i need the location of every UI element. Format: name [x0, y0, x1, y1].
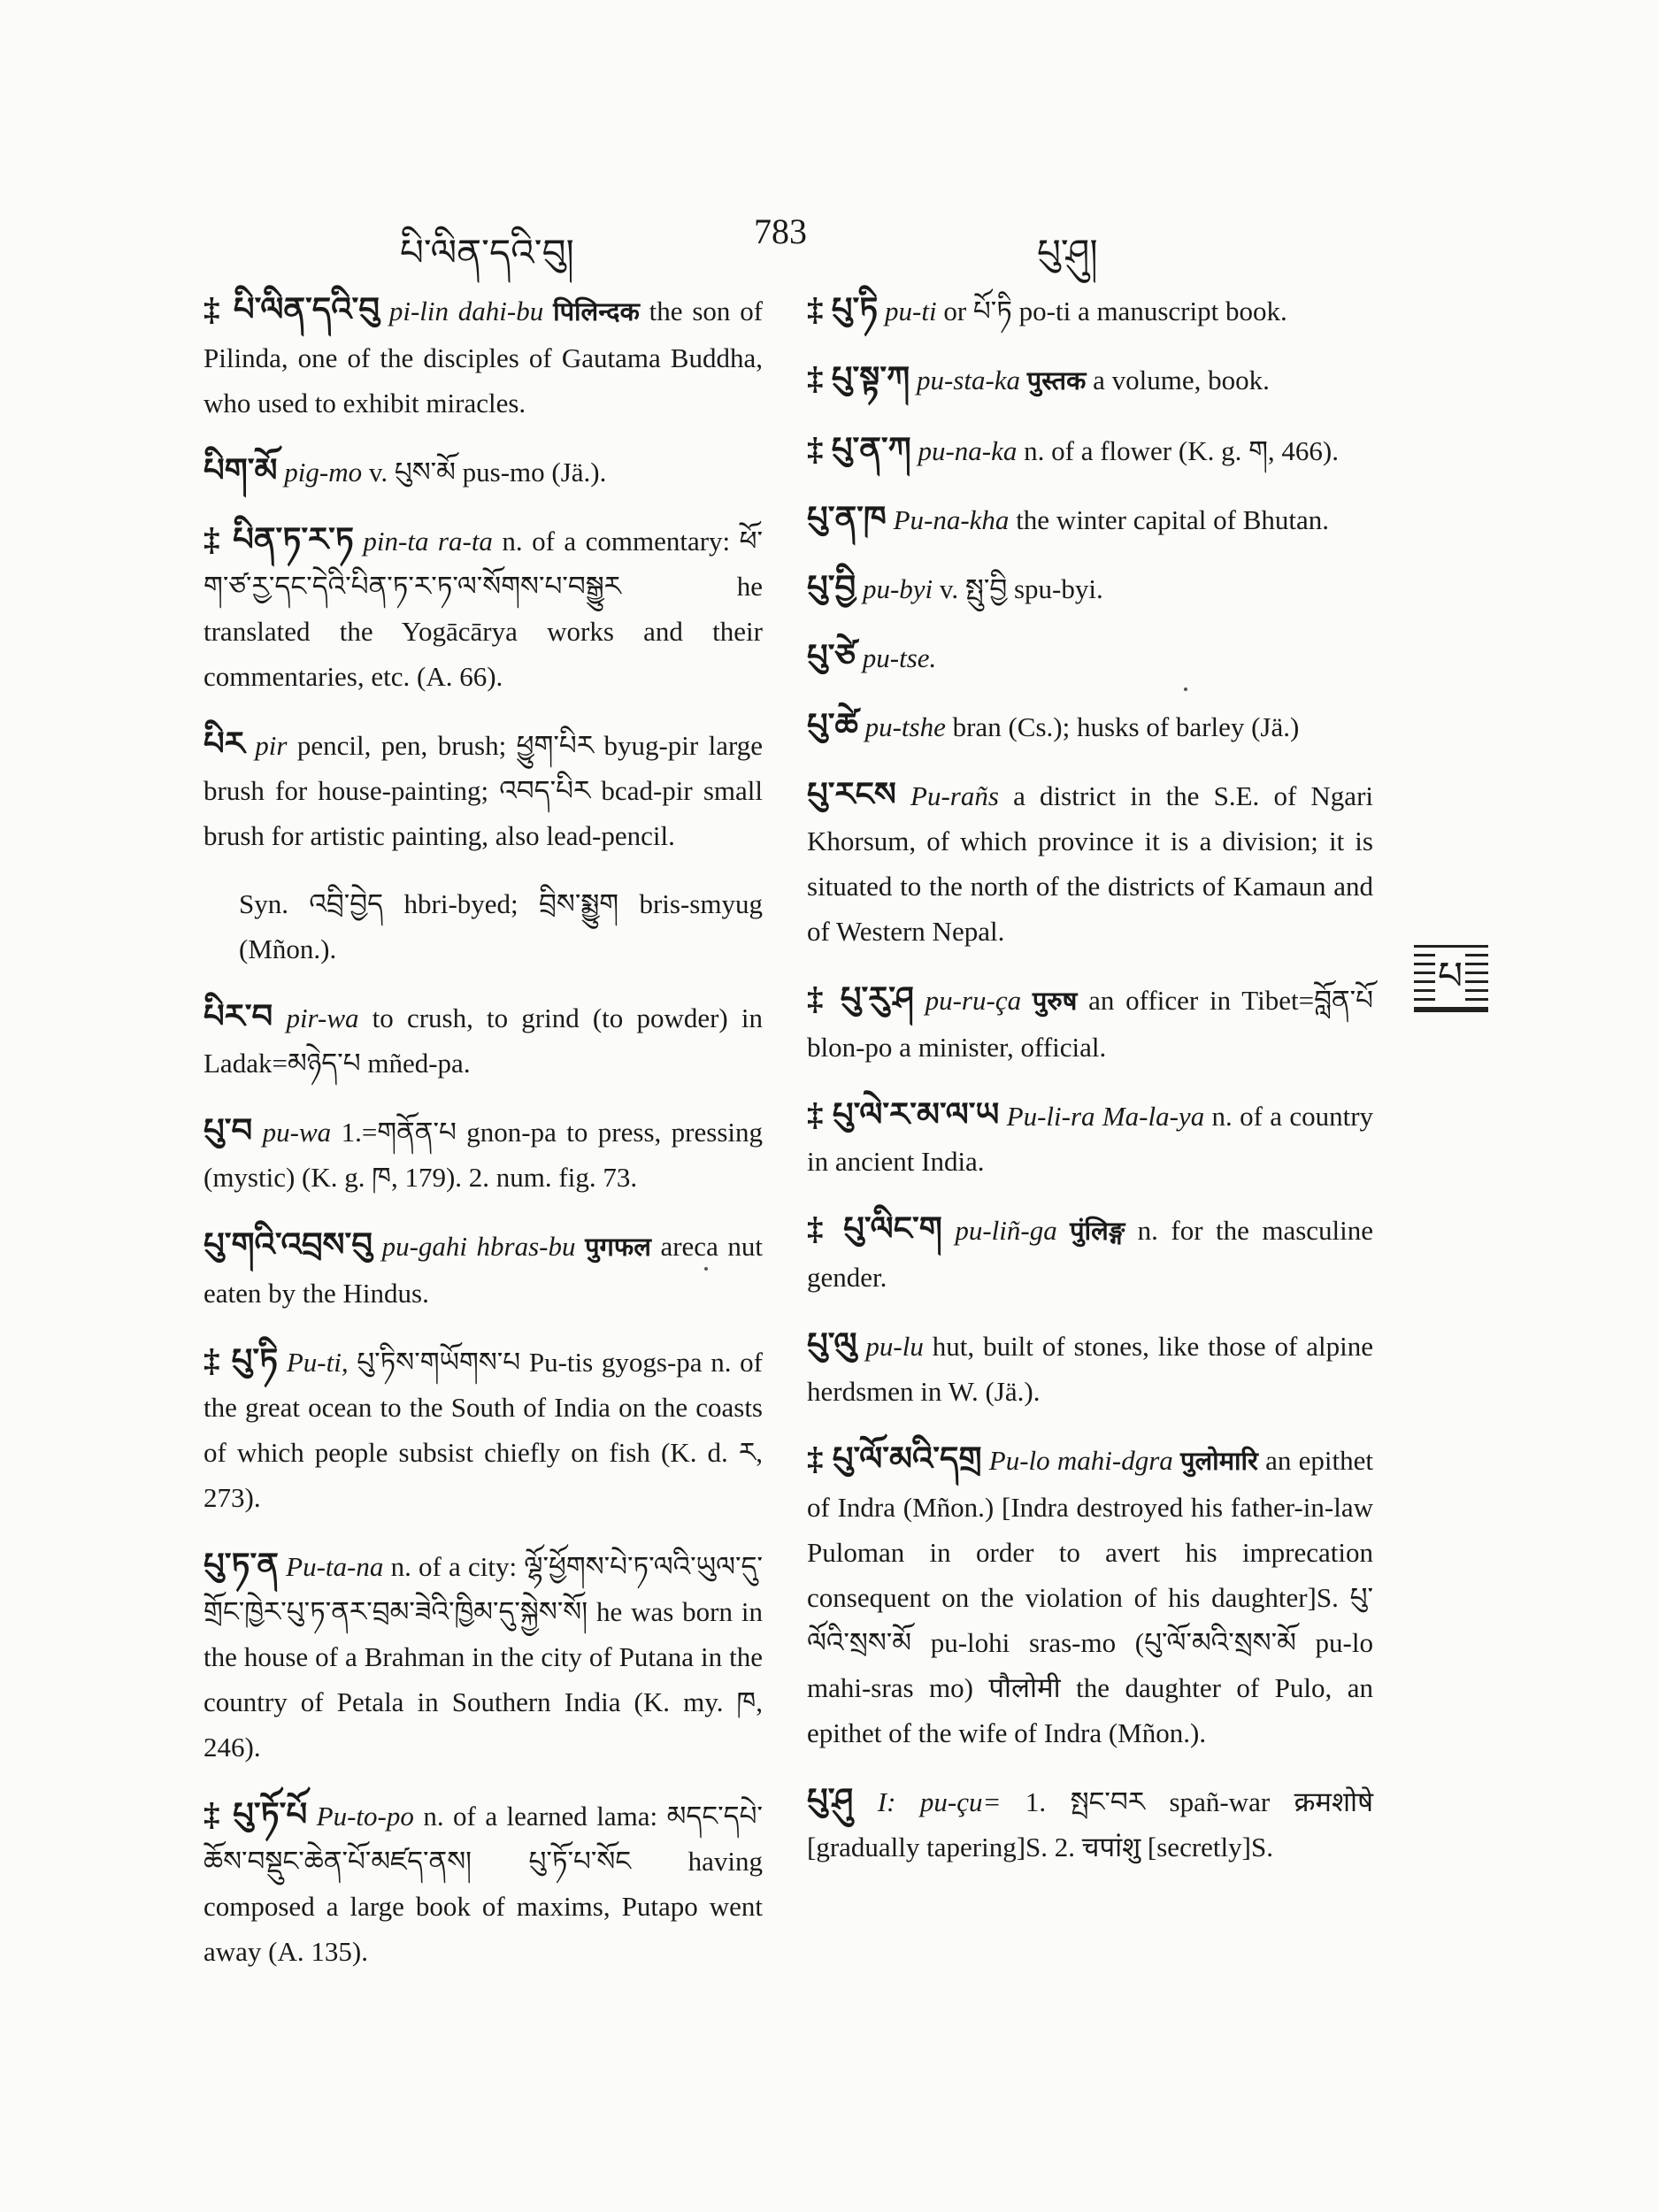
transliteration: Pu-li-ra Ma-la-ya — [1006, 1101, 1205, 1132]
right-column — [807, 288, 1373, 1893]
transliteration: pu-byi — [862, 573, 933, 604]
definition: bran (Cs.); husks of barley (Jä.) — [952, 711, 1300, 742]
dictionary-entry — [204, 1223, 763, 1316]
transliteration: pin-ta ra-ta — [363, 526, 493, 557]
headword-tibetan: ‡ པུ་ལོ་མའི་དགྲ — [807, 1441, 982, 1478]
transliteration: pu-ru-ça — [925, 985, 1022, 1016]
dictionary-entry — [807, 634, 1373, 680]
transliteration: pu-lu — [865, 1331, 924, 1362]
dictionary-entry — [204, 995, 763, 1086]
definition: pencil, pen, brush; ཕྱུག་པིར byug-pir large brush for house-painting; འབད་པིར bcad-pir small brush for artistic painting, also lead-pencil. — [204, 730, 764, 851]
headword-tibetan: པུ་ཤུ — [807, 1783, 854, 1819]
definition: n. of a country in ancient India. — [807, 1101, 1374, 1177]
transliteration: pu-liñ-ga — [955, 1215, 1057, 1246]
headword-tibetan: པུ་རངས — [807, 777, 896, 813]
left-column — [204, 288, 763, 1997]
dictionary-entry — [204, 1339, 763, 1520]
headword-tibetan: ‡ པུ་རུ་ཤ — [807, 981, 914, 1018]
definition: n. of a city: ལྷོ་ཕྱོགས་པེ་ཏ་ལའི་ཡུལ་དུ་གྲོང་ཁྱེར་པུ་ཏ་ནར་བྲམ་ཟེའི་ཁྱིམ་དུ་སྐྱེས་སོ། he was born in the house of a Brahman in the city of Putana in the country of Petala in Southern India (K. my. ཁ, 246). — [204, 1551, 764, 1763]
definition: པུ་ཏིས་གཡོགས་པ Pu-tis gyogs-pa n. of the great ocean to the South of India on the coasts of which people subsist chiefly on fish (K. d. ར, 273). — [204, 1347, 763, 1513]
thumb-index-glyph: པ — [1435, 953, 1465, 1001]
headword-tibetan: ‡ པུ་ན་ཀ — [807, 432, 911, 468]
definition: the winter capital of Bhutan. — [1016, 504, 1329, 535]
definition: n. of a learned lama: མདང་དཔེ་ཆོས་བསྡུང་ཆེན་པོ་མཛད་ནས། པུ་ཏོ་པ་སོང having composed a large book of maxims, Putapo went away (A. 135). — [204, 1801, 764, 1967]
dictionary-entry — [807, 1437, 1373, 1755]
definition: 1. སྤང་བར spañ-war क्रमशोषे [gradually tapering]S. 2. चपांशु [secretly]S. — [807, 1786, 1373, 1863]
definition: v. སྤུ་བྱི spu-byi. — [939, 573, 1103, 604]
definition: the son of Pilinda, one of the disciples of Gautama Buddha, who used to exhibit miracles. — [204, 296, 764, 419]
dictionary-entry — [807, 703, 1373, 749]
headword-tibetan: པིར་བ — [204, 999, 273, 1035]
definition: n. of a flower (K. g. ག, 466). — [1024, 435, 1339, 466]
dictionary-entry — [807, 1778, 1373, 1870]
dictionary-entry — [807, 772, 1373, 954]
definition: hut, built of stones, like those of alpine herdsmen in W. (Jä.). — [807, 1331, 1373, 1407]
headword-tibetan: པུ་གའི་འབྲས་བུ — [204, 1227, 373, 1263]
transliteration: Pu-to-po — [316, 1801, 414, 1832]
transliteration: pig-mo — [284, 457, 363, 488]
dictionary-entry — [807, 1323, 1373, 1414]
headword-tibetan: པུ་བྱི — [807, 570, 856, 606]
transliteration: Pu-rañs — [910, 780, 999, 811]
header-right-guide-word: པུ་ཤུ། — [1037, 231, 1098, 274]
sanskrit-devanagari: पुरुष — [1032, 987, 1078, 1016]
definition: 1.=གནོན་པ gnon-pa to press, pressing (mystic) (K. g. ཁ, 179). 2. num. fig. 73. — [204, 1117, 763, 1193]
dictionary-entry — [807, 977, 1373, 1070]
transliteration: pu-na-ka — [918, 435, 1018, 466]
headword-tibetan: ‡ པུ་ཏི — [204, 1343, 279, 1379]
definition: n. of a commentary: ཕོ་ག་ཙ་རྱ་དང་དེའི་པིན་ཏ་ར་ཏ་ལ་སོགས་པ་བསྒྱུར he translated the Yogācārya works and their commentaries, etc. (A. 66). — [204, 526, 763, 692]
transliteration: pu-wa — [262, 1117, 332, 1148]
dictionary-entry — [807, 496, 1373, 542]
definition: v. པུས་མོ pus-mo (Jä.). — [368, 457, 607, 488]
dictionary-entry — [204, 1543, 763, 1770]
sanskrit-devanagari: पुंलिङ्ग — [1070, 1217, 1125, 1246]
dictionary-entry — [807, 565, 1373, 611]
transliteration: Pu-ti, — [286, 1347, 349, 1378]
headword-tibetan: པུ་བ — [204, 1113, 253, 1149]
sanskrit-devanagari: पुलोमारि — [1180, 1448, 1258, 1476]
headword-tibetan: པིར — [204, 726, 245, 763]
transliteration: pir — [255, 730, 288, 761]
dictionary-entry — [204, 1109, 763, 1200]
sanskrit-devanagari: पुस्तक — [1026, 367, 1087, 396]
thumb-index-tab — [1414, 945, 1488, 1012]
headword-tibetan: ‡ པུ་ལེ་ར་མ་ལ་ཡ — [807, 1097, 1000, 1133]
print-speck — [1184, 687, 1187, 691]
dictionary-entry — [204, 881, 763, 972]
headword-tibetan: ‡ པུ་ཏི — [807, 292, 879, 328]
transliteration: Pu-na-kha — [893, 504, 1010, 535]
dictionary-entry — [807, 357, 1373, 404]
transliteration: pu-sta-ka — [916, 365, 1021, 396]
transliteration: I: pu-çu= — [877, 1786, 1002, 1817]
print-speck — [704, 1267, 708, 1271]
dictionary-entry — [807, 288, 1373, 334]
headword-tibetan: ‡ པུ་ལིང་ག — [807, 1211, 942, 1248]
definition: a district in the S.E. of Ngari Khorsum, of which province it is a division; it is situated to the north of the districts of Kamaun and of Western Nepal. — [807, 780, 1374, 947]
definition: Syn. འབྲི་བྱེད hbri-byed; བྲིས་སྨྱུག bris-smyug (Mñon.). — [239, 888, 763, 964]
headword-tibetan: པུ་ལུ — [807, 1327, 857, 1363]
transliteration: pu-tse. — [862, 642, 937, 673]
definition: a volume, book. — [1093, 365, 1270, 396]
headword-tibetan: ‡ པུ་སྟ་ཀ — [807, 361, 910, 397]
headword-tibetan: པུ་ན་ཁ — [807, 501, 887, 537]
header-left-guide-word: པི་ལིན་དའི་བུ། — [400, 231, 574, 274]
headword-tibetan: པིག་མོ — [204, 453, 278, 489]
headword-tibetan: པུ་ཙེ — [807, 639, 856, 675]
headword-tibetan: ‡ པི་ལིན་དའི་བུ — [204, 292, 380, 328]
transliteration: Pu-ta-na — [286, 1551, 384, 1582]
definition: n. for the masculine gender. — [807, 1215, 1374, 1293]
page-header — [0, 202, 1659, 274]
headword-tibetan: ‡ པུ་ཏོ་པོ — [204, 1797, 308, 1833]
transliteration: pir-wa — [286, 1002, 359, 1033]
definition: areca nut eaten by the Hindus. — [204, 1231, 764, 1309]
transliteration: pu-ti — [885, 296, 937, 326]
headword-tibetan: པུ་ཚེ — [807, 708, 858, 744]
definition: an officer in Tibet=བློན་པོ blon-po a minister, official. — [807, 985, 1374, 1063]
dictionary-entry — [204, 722, 763, 858]
definition: to crush, to grind (to powder) in Ladak=མཉེད་པ mñed-pa. — [204, 1002, 764, 1079]
dictionary-entry — [807, 1093, 1373, 1184]
headword-tibetan: ‡ པིན་ཏ་ར་ཏ — [204, 522, 354, 558]
dictionary-entry — [204, 518, 763, 699]
dictionary-entry — [807, 427, 1373, 473]
transliteration: pu-gahi hbras-bu — [381, 1231, 576, 1262]
dictionary-entry — [807, 1207, 1373, 1300]
transliteration: Pu-lo mahi-dgra — [988, 1445, 1173, 1476]
transliteration: pi-lin dahi-bu — [388, 296, 544, 326]
sanskrit-devanagari: पुगफल — [585, 1233, 651, 1262]
definition: an epithet of Indra (Mñon.) [Indra destroyed his father-in-law Puloman in order to avert his imprecation consequent on the violation of his daughter]S. པུ་ལོའི་སྲས་མོ pu-lohi sras-mo (པུ་ལོ་མའི་སྲས་མོ pu-lo mahi-sras mo) पौलोमी the daughter of Pulo, an epithet of the wife of Indra (Mñon.). — [807, 1445, 1374, 1748]
headword-tibetan: པུ་ཏ་ན — [204, 1548, 279, 1584]
transliteration: pu-tshe — [864, 711, 946, 742]
dictionary-entry — [204, 449, 763, 495]
dictionary-entry — [204, 288, 763, 426]
dictionary-entry — [204, 1793, 763, 1974]
sanskrit-devanagari: पिलिन्दक — [553, 298, 640, 326]
definition: or པོ་ཏི po-ti a manuscript book. — [943, 296, 1287, 326]
page-number: 783 — [754, 211, 807, 251]
